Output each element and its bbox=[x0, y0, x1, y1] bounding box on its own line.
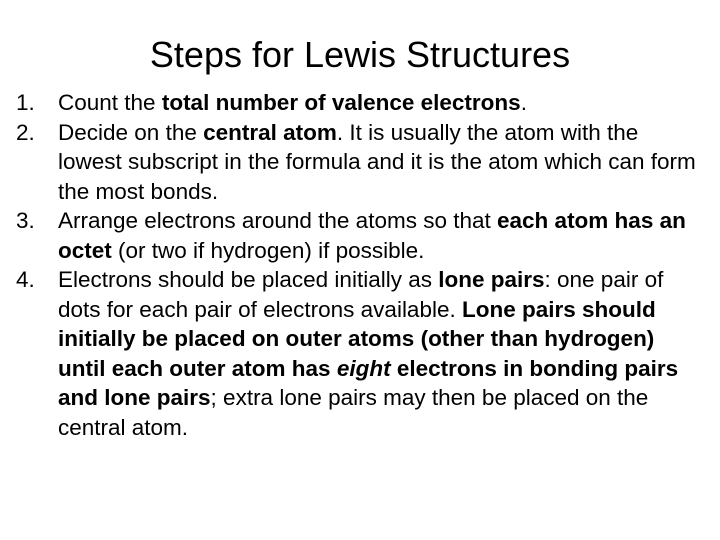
step-number: 1. bbox=[16, 90, 35, 115]
step-text: Decide on the bbox=[58, 119, 204, 145]
step-text: eight bbox=[336, 355, 391, 381]
step-text: electrons in bonding pairs and lone pairs bbox=[58, 355, 679, 410]
step-text: central atom bbox=[203, 119, 337, 145]
step-item bbox=[16, 206, 706, 265]
step-item bbox=[16, 118, 706, 207]
step-text: Electrons should be placed initially as bbox=[58, 267, 439, 292]
step-text: total number of valence electrons bbox=[161, 90, 521, 115]
steps-list bbox=[16, 88, 706, 442]
step-text: . bbox=[520, 90, 527, 115]
step-text: (or two if hydrogen) if possible. bbox=[111, 237, 425, 263]
slide-title: Steps for Lewis Structures bbox=[149, 34, 571, 75]
step-text: Count the bbox=[58, 90, 162, 115]
step-number: 3. bbox=[16, 208, 35, 233]
step-text: ; extra lone pairs may then be placed on the central atom. bbox=[58, 385, 649, 440]
step-text: . It is usually the atom with the lowest subscript in the formula and it is the atom which can form the most bonds. bbox=[58, 119, 696, 204]
step-text: each atom has an octet bbox=[58, 208, 686, 263]
step-number: 2. bbox=[16, 119, 35, 145]
step-text: lone pairs bbox=[438, 267, 545, 292]
step-text: Lone pairs should initially be placed on outer atoms (other than hydrogen) until each outer atom has bbox=[58, 296, 656, 381]
step-item bbox=[16, 88, 706, 118]
step-item bbox=[16, 265, 706, 442]
step-text: Arrange electrons around the atoms so that bbox=[58, 208, 498, 233]
step-number: 4. bbox=[16, 267, 35, 292]
step-text: : one pair of dots for each pair of electrons available. bbox=[58, 267, 664, 322]
